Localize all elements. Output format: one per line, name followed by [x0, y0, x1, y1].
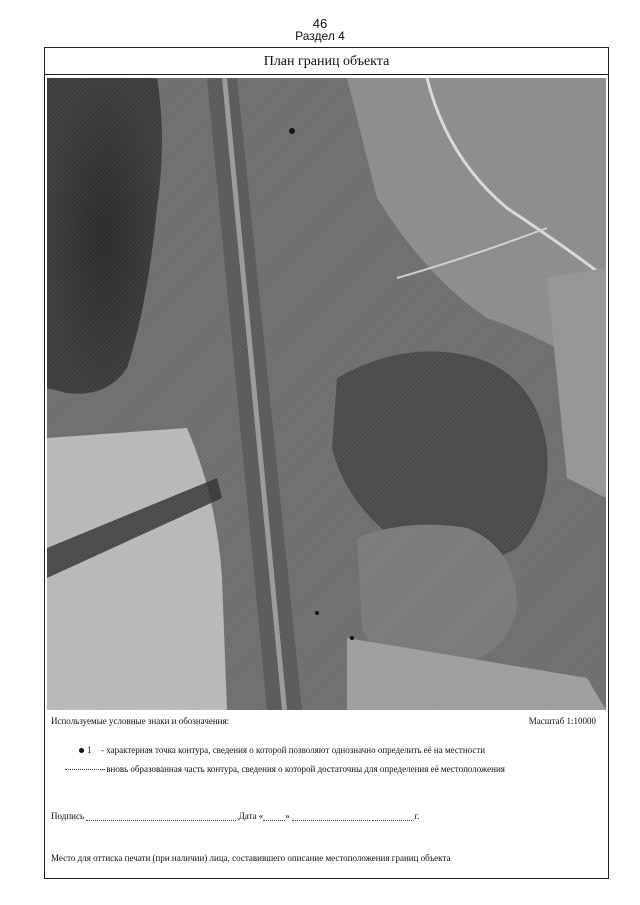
- plan-title: План границ объекта: [45, 48, 608, 75]
- month-line[interactable]: [292, 812, 370, 821]
- point-symbol-label: 1: [87, 745, 92, 755]
- legend-heading: Используемые условные знаки и обозначения:: [51, 716, 230, 726]
- signature-row: [51, 811, 419, 821]
- page-number: 46: [312, 16, 328, 31]
- date-label: Дата: [238, 811, 257, 821]
- signature-line[interactable]: [86, 812, 236, 821]
- dotted-line-icon: [65, 769, 105, 770]
- section-title: Раздел 4: [295, 29, 345, 43]
- legend-item-point: [51, 745, 596, 755]
- satellite-image: [47, 78, 606, 710]
- point-dot-icon: [79, 748, 84, 753]
- legend-text-point: - характерная точка контура, сведения о которой позволяют однозначно определить её на местности: [101, 745, 486, 755]
- quote-open: «: [258, 811, 264, 821]
- legend-text-contour: - вновь образованная часть контура, сведения о которой достаточны для определения её местоположения: [101, 764, 505, 774]
- legend-item-contour: [51, 764, 596, 774]
- quote-close: »: [285, 811, 290, 821]
- signature-label: Подпись: [51, 811, 85, 821]
- year-line[interactable]: [372, 812, 412, 821]
- plan-frame: [44, 47, 609, 879]
- satellite-map: [47, 78, 606, 710]
- day-line[interactable]: [263, 812, 285, 821]
- map-scale: Масштаб 1:10000: [528, 716, 596, 726]
- year-suffix: г.: [414, 811, 420, 821]
- stamp-place: Место для оттиска печати (при наличии) лица, составившего описание местоположения границ объекта: [51, 853, 451, 863]
